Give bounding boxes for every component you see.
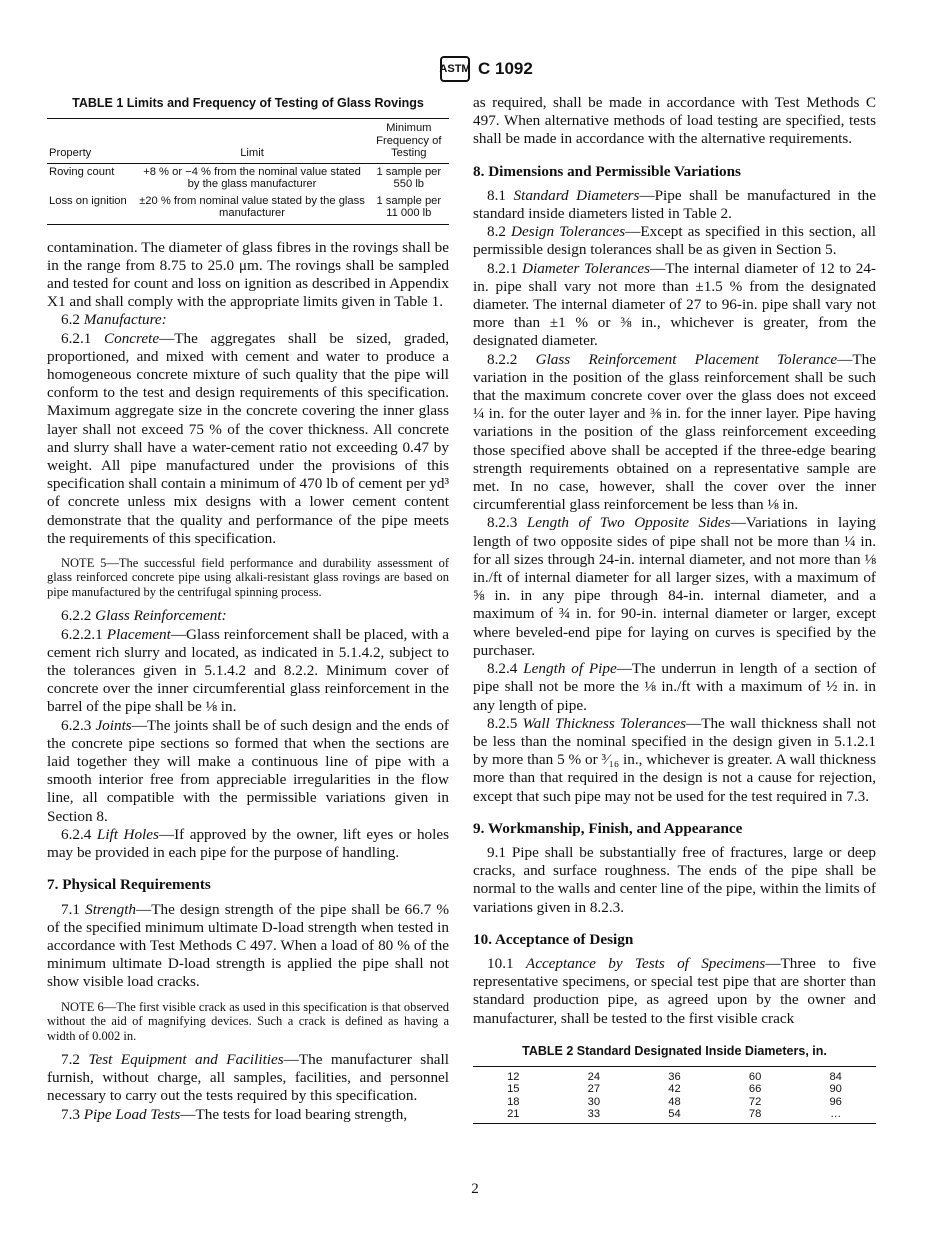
table-cell: 48 <box>668 1095 681 1108</box>
section-title: Glass Reinforcement Placement Tolerance <box>535 350 838 368</box>
section-number: 6.2 <box>61 311 84 329</box>
section-title: Wall Thickness Tolerances <box>522 714 686 732</box>
section-title: Standard Diameters <box>513 186 640 204</box>
section-body: —The underrun in length of a section of pipe shall not be more the ⅛ in./ft with a maximum of ½ in. in any length of pipe. <box>473 660 876 714</box>
table-cell: 1 sample per 550 lb <box>376 165 442 190</box>
table-cell: 33 <box>554 1108 635 1123</box>
paragraph-8-2-2 <box>473 351 876 515</box>
section-title: Concrete <box>103 329 160 347</box>
page-header <box>440 56 533 82</box>
section-body: —Glass reinforcement shall be placed, with a cement rich slurry and located, as indicated in 5.1.4.2, subject to the tolerances given in 5.1.4.2 and 8.2.2. Minimum cover of concrete over the inner circumferential glass reinforcement in the barrel of the pipe shall be ⅛ in. <box>47 625 450 716</box>
section-number: 6.2.4 <box>61 825 97 843</box>
section-number: 8.2.1 <box>487 259 522 277</box>
section-title: Design Tolerances <box>511 223 626 241</box>
section-body: —The joints shall be of such design and the ends of the concrete pipe sections so formed that when the sections are laid together they will make a continuous line of pipe with a smooth interior free from appreciable irregularities in the flow line, all compatible with the permissible variations given in Section 8. <box>47 716 449 825</box>
left-column <box>47 94 449 1124</box>
table-row <box>473 1108 876 1123</box>
table-cell: 90 <box>829 1083 842 1096</box>
section-title: Placement <box>106 625 171 643</box>
table-cell: 18 <box>507 1095 520 1108</box>
section-title: Length of Pipe <box>523 660 617 678</box>
section-title: Manufacture: <box>83 311 167 329</box>
section-title: Strength <box>85 900 137 918</box>
table-cell: 27 <box>587 1083 601 1096</box>
note-6: NOTE 6—The first visible crack as used in this specification is that observed without the aid of magnifying devices. Such a crack is defined as having a width of 0.002 in. <box>47 999 449 1043</box>
section-title: Diameter Tolerances <box>522 259 651 277</box>
right-column <box>473 94 876 1124</box>
section-title: Length of Two Opposite Sides <box>526 514 731 532</box>
section-title: Lift Holes <box>96 825 159 843</box>
section-body: —Except as specified in this section, all permissible design tolerances shall be as given in Section 5. <box>473 223 877 259</box>
paragraph-8-2-3 <box>473 514 876 660</box>
section-number: 6.2.2 <box>61 607 96 625</box>
table-cell: +8 % or −4 % from the nominal value stated by the glass manufacturer <box>143 165 361 190</box>
paragraph-8-2-5 <box>473 715 876 806</box>
section-title: Acceptance by Tests of Specimens <box>525 954 766 972</box>
paragraph-8-2-1 <box>473 260 876 351</box>
note-5: NOTE 5—The successful field performance and durability assessment of glass reinforced concrete pipe using alkali-resistant glass rovings are based on pipe manufactured by the centrifugal spinning process. <box>47 555 449 599</box>
paragraph-6-1-cont: contamination. The diameter of glass fibres in the rovings shall be in the range from 8.75 to 25.0 μm. The rovings shall be sampled and tested for count and loss on ignition as described in Appendix X1 and shall comply with the appropriate limits given in Table 1. <box>47 238 449 311</box>
table1-title: TABLE 1 Limits and Frequency of Testing of Glass Rovings <box>72 96 424 110</box>
section-number: 8.2 <box>487 223 512 241</box>
paragraph-8-1 <box>473 187 876 223</box>
table-cell: Loss on ignition <box>47 193 135 225</box>
section-9-heading: 9. Workmanship, Finish, and Appearance <box>473 819 743 837</box>
table1-header-limit: Limit <box>135 119 368 164</box>
table-cell: ±20 % from nominal value stated by the glass manufacturer <box>135 193 368 225</box>
table-row <box>473 1083 876 1096</box>
section-8-heading: 8. Dimensions and Permissible Variations <box>473 162 741 180</box>
table-cell: 54 <box>634 1108 715 1123</box>
section-number: 8.2.3 <box>487 514 527 532</box>
section-7-heading: 7. Physical Requirements <box>47 876 211 894</box>
section-body: —The tests for load bearing strength, <box>180 1105 408 1123</box>
table-cell: 60 <box>715 1066 796 1083</box>
paragraph-8-2 <box>473 223 876 259</box>
section-title: Pipe Load Tests <box>83 1105 181 1123</box>
table-cell: 24 <box>554 1066 635 1083</box>
paragraph-6-2-3 <box>47 717 449 826</box>
table-cell: 1 sample per 11 000 lb <box>369 193 449 225</box>
paragraph-7-2 <box>47 1051 449 1106</box>
paragraph-7-3 <box>47 1106 449 1124</box>
table-cell: 96 <box>829 1095 842 1108</box>
section-number: 6.2.3 <box>61 716 96 734</box>
table-cell: … <box>795 1108 876 1123</box>
section-body: —The internal diameter of 12 to 24-in. pipe shall vary not more than ±1.5 % from the designated diameter. The internal diameter of 27 to 96-in. pipe shall vary not more than ±1 % or ⅜ in., whichever is greater, from the designated diameter. <box>473 259 876 350</box>
astm-logo-icon: ASTM <box>440 56 470 82</box>
section-title: Test Equipment and Facilities <box>88 1051 284 1069</box>
section-number: 10.1 <box>487 954 526 972</box>
table1-header-property: Property <box>47 119 135 164</box>
table2 <box>473 1066 876 1124</box>
table-row <box>473 1096 876 1109</box>
paragraph-9-1: 9.1 Pipe shall be substantially free of fractures, large or deep cracks, and surface roughness. The ends of the pipe shall be normal to the walls and center line of the pipe, within the limits of variations given in 8.2.3. <box>473 843 876 916</box>
paragraph-6-2 <box>47 311 449 329</box>
section-number: 6.2.1 <box>61 329 104 347</box>
document-id: C 1092 <box>478 59 533 78</box>
paragraph-6-2-1 <box>47 330 449 548</box>
table-cell: 12 <box>473 1066 554 1083</box>
table-cell: 84 <box>795 1066 876 1083</box>
section-body: —The manufacturer shall furnish, without charge, all samples, facilities, and personnel necessary to carry out the tests required by this specification. <box>47 1051 449 1105</box>
table-cell: 30 <box>587 1095 601 1108</box>
paragraph-8-2-4 <box>473 660 876 715</box>
section-10-heading: 10. Acceptance of Design <box>473 930 634 948</box>
section-body: —The design strength of the pipe shall be 66.7 % of the specified minimum ultimate D-load strength when tested in accordance with Test Methods C 497. When a load of 80 % of the minimum ultimate D-load strength is applied the pipe shall not show visible load cracks. <box>47 900 450 991</box>
paragraph-7-1 <box>47 901 449 992</box>
table2-title: TABLE 2 Standard Designated Inside Diameters, in. <box>522 1043 827 1058</box>
section-title: Glass Reinforcement: <box>95 607 227 625</box>
table-row <box>47 163 449 193</box>
table-cell: 36 <box>634 1066 715 1083</box>
paragraph-7-3-cont: as required, shall be made in accordance with Test Methods C 497. When alternative methods of load testing are specified, tests shall be made in accordance with the alternative requirements. <box>473 94 876 148</box>
section-body: —Three to five representative specimens, or special test pipe that are shorter than standard production pipe, as agreed upon by the owner and manufacturer, shall be tested to the first visible crack <box>473 954 876 1027</box>
table-cell: 21 <box>473 1108 554 1123</box>
table-cell: 72 <box>748 1095 762 1108</box>
section-number: 8.2.5 <box>487 714 523 732</box>
section-number: 8.2.4 <box>487 660 524 678</box>
section-body: —Variations in laying length of two opposite sides of pipe shall not be more than ¼ in. for all sizes through 24-in. internal diameter, and not more than ⅛ in./ft of internal diameter for all larger sizes, with a maximum of ⅝ in. in any pipe through 84-in. internal diameter, and a maximum of ¾ in. for 90-in. internal diameter or larger, except where beveled-end pipe for laying on curves is specified by the purchaser. <box>473 514 876 659</box>
table-cell: 78 <box>715 1108 796 1123</box>
paragraph-6-2-2 <box>47 607 449 625</box>
section-body: —The wall thickness shall not be less than the nominal specified in the design given in 5.1.2.1 by more than 5 % or ³⁄₁₆ in., whichever is greater. A wall thickness more than that required in the design is not a cause for rejection, except that such pipe may not be used for the test required in 7.3. <box>473 714 876 805</box>
section-body: —If approved by the owner, lift eyes or holes may be provided in each pipe for the purpose of handling. <box>47 825 450 862</box>
paragraph-10-1 <box>473 955 876 1028</box>
section-body: —The aggregates shall be sized, graded, proportioned, and mixed with cement and water to produce a homogeneous concrete mixture of such quality that the pipe will conform to the test and design requirements of this specification. Maximum aggregate size in the concrete covering the inner glass layer shall not exceed 75 % of the cover thickness. All concrete and slurry shall have a water-cement ratio not exceeding 0.47 by weight. All pipe manufactured under the provisions of this specification shall contain a minimum of 470 lb of cement per yd³ of concrete unless mix designs with a lower cement content demonstrate that the quality and performance of the pipe meets the requirements of this specification. <box>47 329 449 547</box>
table-cell: 15 <box>507 1083 520 1096</box>
table-cell: 66 <box>748 1083 762 1096</box>
page-number: 2 <box>471 1181 479 1197</box>
section-title: Joints <box>95 716 132 734</box>
section-body: —Pipe shall be manufactured in the standard inside diameters listed in Table 2. <box>473 186 877 223</box>
paragraph-6-2-4 <box>47 826 449 862</box>
section-number: 8.1 <box>487 186 514 204</box>
table1 <box>47 118 449 225</box>
table-row <box>47 193 449 225</box>
section-body: —The variation in the position of the glass reinforcement shall be such that the maximum concrete cover over the glass does not exceed ¼ in. for the outer layer and ⅜ in. for the inner layer. Pipe having variations in the position of the glass reinforcement exceeding those specified above shall be accepted if the three-edge bearing strength requirements obtained on a representative sample are met. In no case, however, shall the cover over the inner circumferential glass reinforcement be less than ⅛ in. <box>473 350 876 514</box>
paragraph-6-2-2-1 <box>47 626 449 717</box>
section-number: 7.3 <box>61 1105 84 1123</box>
table-row <box>473 1066 876 1083</box>
section-number: 7.1 <box>61 900 86 918</box>
section-number: 7.2 <box>61 1051 89 1069</box>
table-cell: 42 <box>668 1083 681 1096</box>
section-number: 6.2.2.1 <box>61 625 107 643</box>
table1-header-frequency: Minimum Frequency of Testing <box>369 119 449 164</box>
section-number: 8.2.2 <box>487 350 536 368</box>
table-cell: Roving count <box>49 165 115 178</box>
